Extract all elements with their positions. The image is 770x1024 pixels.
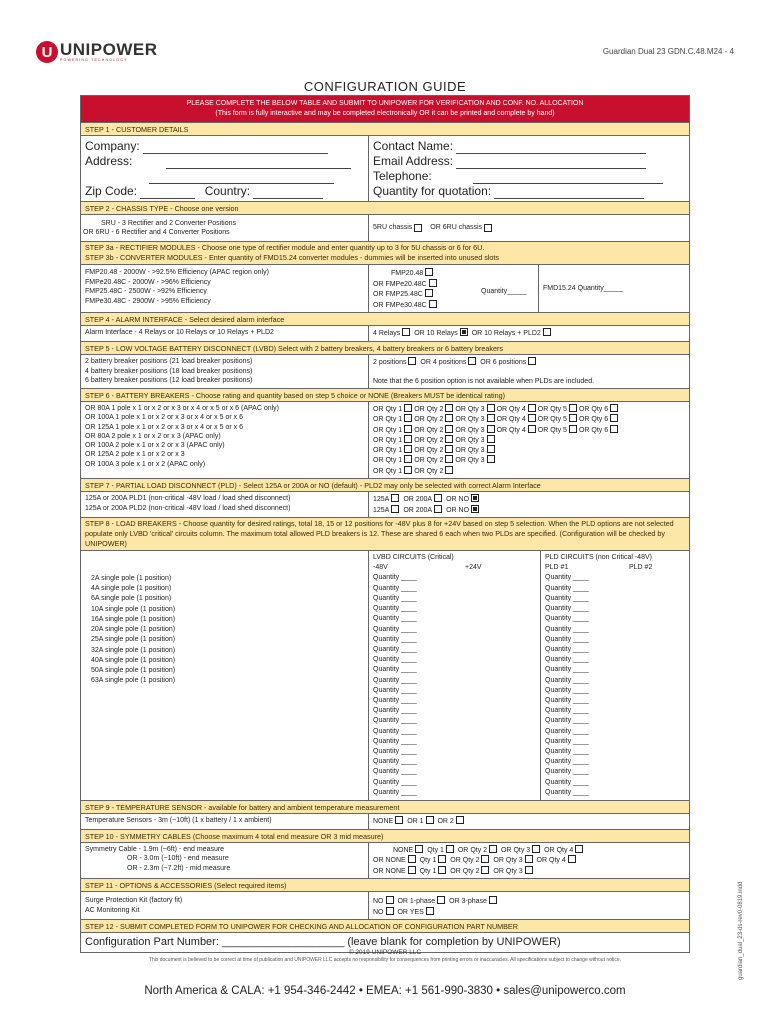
battery-qty-checkbox[interactable]	[445, 466, 453, 474]
none-label: OR NONE	[373, 857, 406, 865]
load-breaker-quantity[interactable]: Quantity ____	[373, 737, 417, 745]
zip-country-field[interactable]: Zip Code: Country:	[85, 184, 364, 199]
step9-header: STEP 9 - TEMPERATURE SENSOR - available for battery and ambient temperature measurement	[81, 801, 689, 814]
pld1-200a-checkbox[interactable]	[434, 494, 442, 502]
step3-row: FMP20.48 - 2000W - >92.5% Efficiency (APAC region only) FMPe20.48C - 2000W - >96% Efficiency FMP25.48C - 2500W - >92% Efficiency FMPe30.48C - 2900W - >95% Efficiency FMP20.48 OR FMPe20.48C OR FMP25.48C OR FMPe30.48C Quantity_____ FMD15.24 Quantity_____	[81, 265, 689, 313]
load-breaker-rating: 10A single pole (1 position)	[91, 605, 176, 613]
load-breaker-rating: 32A single pole (1 position)	[91, 646, 176, 654]
battery-qty-checkbox[interactable]	[404, 435, 412, 443]
load-breaker-quantity[interactable]: Quantity ____	[373, 574, 417, 582]
symmetry-qty-checkbox[interactable]	[568, 855, 576, 863]
logo-tagline: POWERING TECHNOLOGY	[60, 58, 128, 62]
qty-label: OR Qty 1	[373, 406, 403, 413]
load-breaker-rating: 40A single pole (1 position)	[91, 656, 176, 664]
load-breaker-quantity[interactable]: Quantity ____	[373, 584, 417, 592]
load-breaker-quantity[interactable]: Quantity ____	[545, 778, 589, 786]
fmpe3048c-checkbox[interactable]	[429, 300, 437, 308]
load-breaker-quantity[interactable]: Quantity ____	[373, 778, 417, 786]
lvbd6-checkbox[interactable]	[528, 357, 536, 365]
load-breaker-rating: 25A single pole (1 position)	[91, 636, 176, 644]
load-breaker-quantity[interactable]: Quantity ____	[545, 707, 589, 715]
battery-qty-checkbox[interactable]	[404, 455, 412, 463]
step3-header: STEP 3a - RECTIFIER MODULES - Choose one type of rectifier module and enter quantity up to 3 for 5U chassis or 6 for 6U. STEP 3b - CONVERTER MODULES - Enter quantity of FMD15.24 converter modules - dummies will be inserted into unused slots	[81, 242, 689, 265]
lvbd4-checkbox[interactable]	[468, 357, 476, 365]
form-banner: PLEASE COMPLETE THE BELOW TABLE AND SUBMIT TO UNIPOWER FOR VERIFICATION AND CONF. NO. ALLOCATION (This form is fully interactive and may be completed electronically OR it can be printed and complete by hand)	[81, 96, 689, 123]
load-breaker-quantity[interactable]: Quantity ____	[545, 605, 589, 613]
battery-qty-checkbox[interactable]	[404, 445, 412, 453]
battery-qty-checkbox[interactable]	[569, 425, 577, 433]
pld1-125a-checkbox[interactable]	[391, 494, 399, 502]
relays4-checkbox[interactable]	[402, 328, 410, 336]
load-breaker-rating: 50A single pole (1 position)	[91, 666, 176, 674]
fmp2048-checkbox[interactable]	[425, 268, 433, 276]
battery-qty-checkbox[interactable]	[445, 445, 453, 453]
chassis-6ru-checkbox[interactable]	[484, 224, 492, 232]
step10-row: Symmetry Cable - 1.9m (~6ft) - end measure OR - 3.0m (~10ft) - end measure OR - 2.3m (~7.2ft) - mid measure NONE Qty 1 OR Qty 2 OR Qty 3 OR Qty 4 OR NONE Qty 1 OR Qty 2 OR Qty 3 OR Qty 4 OR NONE Qty 1 OR Qty 2 OR Qty 3	[81, 843, 689, 880]
load-breaker-quantity[interactable]: Quantity ____	[545, 676, 589, 684]
qty-label: OR Qty 3	[455, 426, 485, 434]
qty-label: OR Qty 2	[414, 426, 444, 434]
load-breaker-quantity[interactable]: Quantity ____	[373, 656, 417, 664]
battery-qty-checkbox[interactable]	[610, 425, 618, 433]
step10-header: STEP 10 - SYMMETRY CABLES (Choose maximum 4 total end measure OR 3 mid measure)	[81, 830, 689, 843]
step5-header: STEP 5 - LOW VOLTAGE BATTERY DISCONNECT (LVBD) Select with 2 battery breakers, 4 battery breakers or 6 battery breakers	[81, 342, 689, 355]
load-breaker-quantity[interactable]: Quantity ____	[545, 584, 589, 592]
qty-label: OR Qty 1	[373, 447, 403, 455]
battery-breaker-qty-row	[373, 466, 685, 476]
load-breaker-quantity[interactable]: Quantity ____	[545, 758, 589, 766]
battery-qty-checkbox[interactable]	[487, 455, 495, 463]
battery-qty-checkbox[interactable]	[445, 455, 453, 463]
battery-qty-checkbox[interactable]	[404, 466, 412, 474]
load-breaker-quantity[interactable]: Quantity ____	[545, 666, 589, 674]
qty-label: OR Qty 3	[455, 457, 485, 465]
or-label: OR	[534, 857, 549, 865]
symmetry-qty-checkbox[interactable]	[438, 855, 446, 863]
load-breaker-rating: 16A single pole (1 position)	[91, 615, 176, 623]
step2-header: STEP 2 - CHASSIS TYPE - Choose one version	[81, 202, 689, 215]
pld1-no-checkbox[interactable]	[471, 494, 479, 502]
qty-label: Qty 3	[505, 857, 523, 865]
step8-row: 2A single pole (1 position) 4A single pole (1 position) 6A single pole (1 position) 10A single pole (1 position) 16A single pole (1 position) 20A single pole (1 position) 25A single pole (1 position) 32A single pole (1 position) 40A single pole (1 position) 50A single pole (1 position) 63A single pole (1 position) LVBD CIRCUITS (Critical) -48V +24V Quantity ____Quantity ____ Quantity ____Quantity ____ Quantity ____Quantity ____ Quantity ____Quantity ____ Quantity ____Quantity ____ Quantity ____Quantity ____ Quantity ____Quantity ____ Quantity ____Quantity ____ Quantity ____Quantity ____ Quantity ____Quantity ____ Quantity ____Quantity ____ PLD CIRCUITS (non Critical -48V) PLD #1 PLD #2 Quantity ____Quantity ____ Quantity ____Quantity ____ Quantity ____Quantity ____ Quantity ____Quantity ____ Quantity ____Quantity ____ Quantity ____Quantity ____ Quantity ____Quantity ____ Quantity ____Quantity ____ Quantity ____Quantity ____ Quantity ____Quantity ____ Quantity ____Quantity ____	[81, 551, 689, 801]
qty-label: Qty 2	[462, 857, 480, 865]
battery-qty-checkbox[interactable]	[404, 425, 412, 433]
qty-label: OR Qty 5	[537, 416, 567, 424]
step9-row: Temperature Sensors - 3m (~10ft) (1 x battery / 1 x ambient) NONE OR 1 OR 2	[81, 814, 689, 830]
battery-breaker-qty-row	[373, 445, 685, 455]
config-part-number[interactable]: Configuration Part Number: ____________________ (leave blank for completion by UNIPOWER)	[85, 936, 561, 949]
pld2-no-checkbox[interactable]	[471, 505, 479, 513]
lvbd2-checkbox[interactable]	[408, 357, 416, 365]
battery-qty-checkbox[interactable]	[610, 414, 618, 422]
step4-row: Alarm Interface - 4 Relays or 10 Relays or 10 Relays + PLD2 4 Relays OR 10 Relays OR 10 Relays + PLD2	[81, 326, 689, 342]
load-breaker-rating: 20A single pole (1 position)	[91, 626, 176, 634]
qty-label: OR Qty 4	[496, 426, 526, 434]
load-breaker-quantity[interactable]: Quantity ____	[545, 717, 589, 725]
qty-label: OR Qty 4	[496, 416, 526, 424]
battery-breaker-option: OR 80A 2 pole x 1 or x 2 or x 3 (APAC only)	[85, 432, 221, 440]
qty-label: OR Qty 3	[455, 416, 485, 424]
symmetry-none-checkbox[interactable]	[415, 845, 423, 853]
ac-yes-checkbox[interactable]	[426, 907, 434, 915]
load-breaker-quantity[interactable]: Quantity ____	[373, 625, 417, 633]
load-breaker-quantity[interactable]: Quantity ____	[373, 645, 417, 653]
symmetry-qty-checkbox[interactable]	[481, 866, 489, 874]
qty-label: Qty 1	[427, 846, 444, 854]
load-breaker-quantity[interactable]: Quantity ____	[545, 727, 589, 735]
qty-label: OR Qty 1	[373, 416, 403, 424]
file-reference: guardian_dual_23-ds-rev0-0819.indd	[738, 881, 744, 980]
or-label: OR	[448, 857, 463, 865]
step4-header: STEP 4 - ALARM INTERFACE - Select desired alarm interface	[81, 313, 689, 326]
fmp2548c-checkbox[interactable]	[425, 289, 433, 297]
load-breaker-quantity[interactable]: Quantity ____	[373, 635, 417, 643]
temp-2-checkbox[interactable]	[456, 816, 464, 824]
qty-label: OR Qty 6	[578, 416, 609, 424]
load-breaker-quantity[interactable]: Quantity ____	[545, 788, 589, 796]
battery-breaker-qty-row	[373, 455, 685, 465]
qty-label: OR Qty 5	[537, 426, 567, 434]
battery-breaker-option: OR 125A 2 pole x 1 or x 2 or x 3	[85, 451, 185, 459]
temp-none-checkbox[interactable]	[395, 816, 403, 824]
qty-label: Qty 2	[470, 846, 488, 854]
battery-breaker-option: OR 100A 3 pole x 1 or x 2 (APAC only)	[85, 460, 206, 468]
battery-qty-checkbox[interactable]	[487, 425, 495, 433]
or-label: OR	[542, 846, 557, 854]
battery-qty-checkbox[interactable]	[528, 404, 536, 412]
load-breaker-quantity[interactable]: Quantity ____	[373, 768, 417, 776]
battery-qty-checkbox[interactable]	[487, 435, 495, 443]
load-breaker-quantity[interactable]: Quantity ____	[373, 676, 417, 684]
battery-breaker-qty-row	[373, 425, 685, 435]
battery-qty-checkbox[interactable]	[445, 414, 453, 422]
qty-label: OR Qty 5	[537, 406, 567, 413]
qty-label: OR Qty 3	[455, 436, 485, 444]
quantity-field[interactable]: Quantity for quotation:	[373, 184, 685, 199]
battery-qty-checkbox[interactable]	[528, 414, 536, 422]
unipower-logo	[36, 41, 158, 63]
ac-no-checkbox[interactable]	[386, 907, 394, 915]
step6-header: STEP 6 - BATTERY BREAKERS - Choose rating and quantity based on step 5 choice or NONE (Breakers MUST be identical rating)	[81, 389, 689, 402]
load-breaker-quantity[interactable]: Quantity ____	[545, 737, 589, 745]
battery-qty-checkbox[interactable]	[445, 425, 453, 433]
surge-3phase-checkbox[interactable]	[489, 896, 497, 904]
battery-breaker-option: OR 100A 1 pole x 1 or x 2 or x 3 or x 4 or x 5 or x 6	[85, 414, 243, 422]
qty-label: Qty 1	[419, 867, 437, 875]
battery-qty-checkbox[interactable]	[610, 404, 618, 412]
qty-label: OR Qty 4	[496, 406, 526, 413]
telephone-field[interactable]: Telephone:	[373, 169, 685, 184]
qty-label: OR Qty 1	[373, 467, 403, 475]
load-breaker-quantity[interactable]: Quantity ____	[545, 768, 589, 776]
rectifier-quantity[interactable]: Quantity_____	[481, 288, 527, 295]
or-label: OR	[448, 867, 463, 875]
qty-label: Qty 3	[513, 846, 531, 854]
load-breaker-quantity[interactable]: Quantity ____	[545, 594, 589, 602]
pld2-200a-checkbox[interactable]	[434, 505, 442, 513]
load-breaker-quantity[interactable]: Quantity ____	[545, 625, 589, 633]
qty-label: OR Qty 3	[455, 406, 485, 413]
load-breaker-quantity[interactable]: Quantity ____	[373, 747, 417, 755]
qty-label: OR Qty 3	[455, 447, 485, 455]
none-label: OR NONE	[373, 867, 406, 875]
battery-qty-checkbox[interactable]	[569, 404, 577, 412]
load-breaker-quantity[interactable]: Quantity ____	[373, 605, 417, 613]
step11-header: STEP 11 - OPTIONS & ACCESSORIES (Select required items)	[81, 879, 689, 892]
load-breaker-rating: 2A single pole (1 position)	[91, 575, 172, 583]
battery-qty-checkbox[interactable]	[569, 414, 577, 422]
step11-row: Surge Protection Kit (factory fit) AC Monitoring Kit NO OR 1-phase OR 3-phase NO OR YES	[81, 892, 689, 920]
qty-label: Qty 4	[556, 846, 574, 854]
qty-label: OR Qty 2	[414, 447, 444, 455]
symmetry-qty-checkbox[interactable]	[481, 855, 489, 863]
qty-label: OR Qty 2	[414, 436, 444, 444]
step7-row: 125A or 200A PLD1 (non-critical -48V load / load shed disconnect) 125A or 200A PLD2 (non-critical -48V load / load shed disconnect) 125A OR 200A OR NO 125A OR 200A OR NO	[81, 492, 689, 518]
logo-mark: U	[36, 41, 58, 63]
qty-label: OR Qty 6	[578, 426, 609, 434]
logo-name: UNIPOWER	[60, 40, 158, 59]
symmetry-none-checkbox[interactable]	[408, 866, 416, 874]
step5-row: 2 battery breaker positions (21 load breaker positions) 4 battery breaker positions (18 load breaker positions) 6 battery breaker positions (12 load breaker positions) 2 positions OR 4 positions OR 6 positions Note that the 6 position option is not available when PLDs are included.	[81, 355, 689, 389]
config-form	[80, 95, 690, 953]
company-field[interactable]: Company:	[85, 139, 364, 154]
load-breaker-rating: 63A single pole (1 position)	[91, 677, 176, 685]
qty-label: OR Qty 1	[373, 457, 403, 465]
load-breaker-quantity[interactable]: Quantity ____	[545, 574, 589, 582]
pld2-125a-checkbox[interactable]	[391, 505, 399, 513]
load-breaker-quantity[interactable]: Quantity ____	[373, 594, 417, 602]
fmpe2048c-checkbox[interactable]	[429, 279, 437, 287]
load-breaker-quantity[interactable]: Quantity ____	[373, 615, 417, 623]
symmetry-qty-checkbox[interactable]	[575, 845, 583, 853]
qty-label: OR Qty 2	[414, 416, 444, 424]
battery-breaker-option: OR 100A 2 pole x 1 or x 2 or x 3 (APAC only)	[85, 442, 225, 450]
load-breaker-quantity[interactable]: Quantity ____	[373, 788, 417, 796]
page-title: CONFIGURATION GUIDE	[303, 79, 467, 94]
qty-label: OR Qty 6	[578, 406, 609, 413]
qty-label: Qty 1	[419, 857, 437, 865]
load-breaker-quantity[interactable]: Quantity ____	[545, 696, 589, 704]
symmetry-qty-checkbox[interactable]	[438, 866, 446, 874]
load-breaker-quantity[interactable]: Quantity ____	[545, 686, 589, 694]
battery-breaker-qty-row	[373, 414, 685, 424]
load-breaker-quantity[interactable]: Quantity ____	[545, 747, 589, 755]
step8-header: STEP 8 - LOAD BREAKERS - Choose quantity for desired ratings, total 18, 15 or 12 positions for -48V plus 8 for +24V based on step 5 selection. When the PLD options are not selected populate only LVBD 'critical' circuits column. The maximum total allowed PLD breakers is 12. These are shared 6 each when two PLDs are specified. (Configuration will be checked by UNIPOWER)	[81, 518, 689, 551]
battery-qty-checkbox[interactable]	[445, 435, 453, 443]
doc-code: Guardian Dual 23 GDN.C.48.M24 - 4	[602, 47, 734, 56]
battery-breaker-qty-row	[373, 435, 685, 445]
step1-header: STEP 1 - CUSTOMER DETAILS	[81, 123, 689, 136]
contact-line: North America & CALA: +1 954-346-2442 • EMEA: +1 561-990-3830 • sales@unipowerco.com	[144, 985, 626, 997]
symmetry-qty-checkbox[interactable]	[532, 845, 540, 853]
none-label: NONE	[393, 846, 414, 854]
disclaimer: This document is believed to be correct at time of publication and UNIPOWER LLC accepts no responsibility for consequences from printing errors or inaccuracies. All specifications subject to change without notice.	[148, 957, 622, 963]
battery-qty-checkbox[interactable]	[487, 404, 495, 412]
or-label: OR	[499, 846, 514, 854]
load-breaker-quantity[interactable]: Quantity ____	[373, 696, 417, 704]
symmetry-qty-checkbox[interactable]	[525, 855, 533, 863]
load-breaker-quantity[interactable]: Quantity ____	[545, 656, 589, 664]
or-label: OR	[491, 857, 506, 865]
qty-label: Qty 4	[549, 857, 566, 865]
email-field[interactable]: Email Address:	[373, 154, 685, 169]
load-breaker-quantity[interactable]: Quantity ____	[545, 615, 589, 623]
relays10-checkbox[interactable]	[460, 328, 468, 336]
symmetry-none-checkbox[interactable]	[408, 855, 416, 863]
qty-label: OR Qty 1	[373, 436, 403, 444]
load-breaker-quantity[interactable]: Quantity ____	[373, 666, 417, 674]
battery-qty-checkbox[interactable]	[404, 414, 412, 422]
address-field[interactable]: Address:	[85, 154, 364, 169]
or-label: OR	[491, 867, 506, 875]
load-breaker-quantity[interactable]: Quantity ____	[373, 686, 417, 694]
chassis-5ru-checkbox[interactable]	[414, 224, 422, 232]
battery-qty-checkbox[interactable]	[445, 404, 453, 412]
battery-qty-checkbox[interactable]	[487, 445, 495, 453]
load-breaker-quantity[interactable]: Quantity ____	[373, 758, 417, 766]
surge-no-checkbox[interactable]	[386, 896, 394, 904]
load-breaker-quantity[interactable]: Quantity ____	[545, 645, 589, 653]
symmetry-qty-checkbox[interactable]	[446, 845, 454, 853]
load-breaker-quantity[interactable]: Quantity ____	[373, 727, 417, 735]
step2-row: SRU - 3 Rectifier and 2 Converter Positions OR 6RU - 6 Rectifier and 4 Converter Positions 5RU chassis OR 6RU chassis	[81, 215, 689, 242]
load-breaker-quantity[interactable]: Quantity ____	[545, 635, 589, 643]
qty-label: OR Qty 1	[373, 426, 403, 434]
battery-qty-checkbox[interactable]	[487, 414, 495, 422]
battery-qty-checkbox[interactable]	[404, 404, 412, 412]
qty-label: OR Qty 2	[414, 457, 444, 465]
load-breaker-quantity[interactable]: Quantity ____	[373, 707, 417, 715]
step12-header: STEP 12 - SUBMIT COMPLETED FORM TO UNIPOWER FOR CHECKING AND ALLOCATION OF CONFIGURATION PART NUMBER	[81, 920, 689, 933]
surge-1phase-checkbox[interactable]	[437, 896, 445, 904]
battery-breaker-option: OR 80A 1 pole x 1 or x 2 or x 3 or x 4 or x 5 or x 6 (APAC only)	[85, 405, 280, 412]
qty-label: OR Qty 2	[414, 467, 444, 475]
battery-qty-checkbox[interactable]	[528, 425, 536, 433]
copyright: © 2019 UNIPOWER LLC	[348, 949, 422, 956]
load-breaker-rating: 6A single pole (1 position)	[91, 595, 172, 603]
step7-header: STEP 7 - PARTIAL LOAD DISCONNECT (PLD) - Select 125A or 200A or NO (default) - PLD2 may only be selected with correct Alarm Interface	[81, 479, 689, 492]
converter-quantity[interactable]: FMD15.24 Quantity_____	[538, 265, 689, 312]
symmetry-qty-checkbox[interactable]	[525, 866, 533, 874]
load-breaker-quantity[interactable]: Quantity ____	[373, 717, 417, 725]
load-breaker-rating: 4A single pole (1 position)	[91, 585, 172, 593]
relays10-pld2-checkbox[interactable]	[543, 328, 551, 336]
step1-row	[81, 136, 689, 202]
qty-label: Qty 2	[462, 867, 480, 875]
contact-field[interactable]: Contact Name:	[373, 139, 685, 154]
qty-label: OR Qty 2	[414, 406, 444, 413]
step6-row	[81, 402, 689, 479]
address-line2[interactable]	[85, 169, 364, 184]
qty-label: Qty 3	[505, 867, 523, 875]
battery-breaker-qty-row	[373, 404, 685, 414]
symmetry-qty-checkbox[interactable]	[489, 845, 497, 853]
or-label: OR	[455, 846, 471, 854]
battery-breaker-option: OR 125A 1 pole x 1 or x 2 or x 3 or x 4 or x 5 or x 6	[85, 423, 243, 431]
temp-1-checkbox[interactable]	[426, 816, 434, 824]
